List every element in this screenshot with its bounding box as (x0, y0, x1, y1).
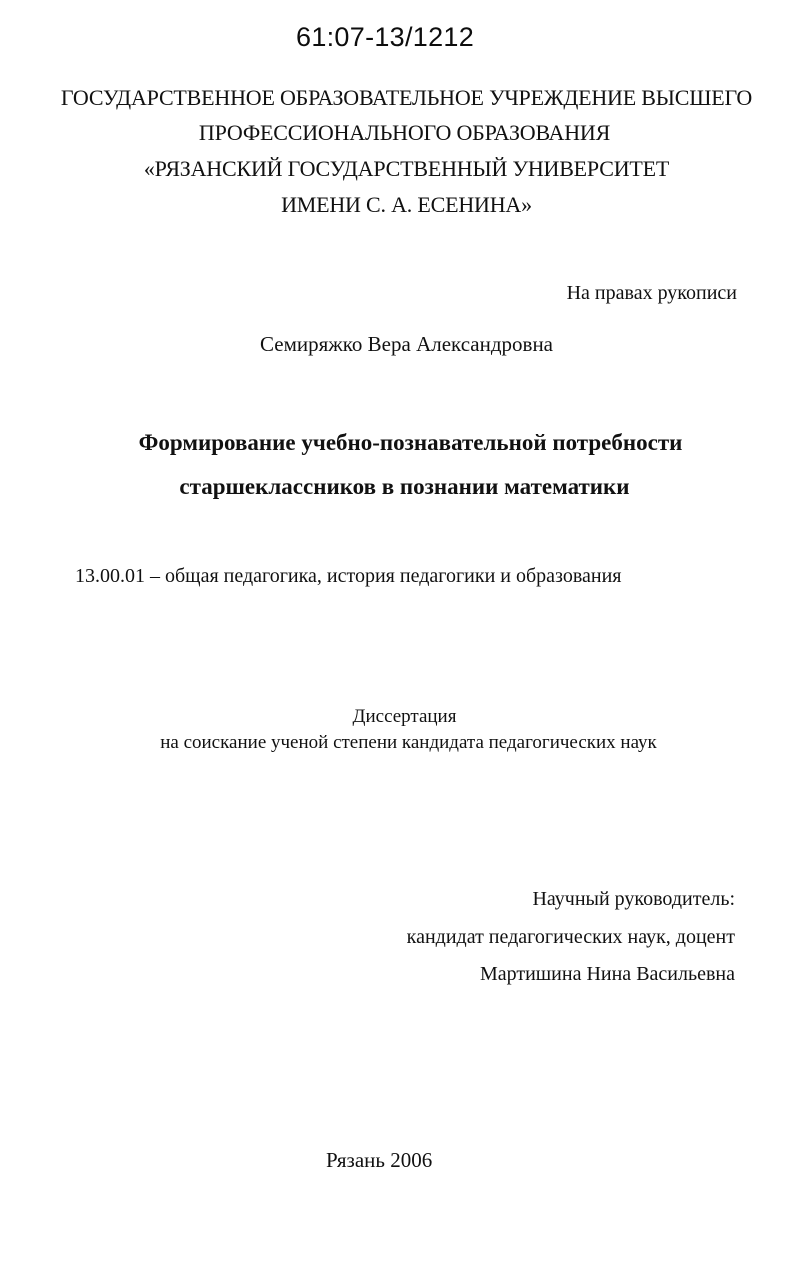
institution-line-2: ПРОФЕССИОНАЛЬНОГО ОБРАЗОВАНИЯ (198, 120, 611, 145)
institution-line-3: «РЯЗАНСКИЙ ГОСУДАРСТВЕННЫЙ УНИВЕРСИТЕТ (143, 156, 670, 181)
catalog-code: 61:07-13/1212 (296, 22, 475, 52)
dissertation-label: Диссертация (352, 706, 457, 727)
dissertation-title-line-2: старшеклассников в познании математики (179, 474, 630, 499)
author-name: Семиряжко Вера Александровна (260, 332, 554, 356)
supervisor-name: Мартишина Нина Васильевна (479, 963, 735, 985)
place-year: Рязань 2006 (326, 1148, 433, 1172)
institution-line-1: ГОСУДАРСТВЕННОЕ ОБРАЗОВАТЕЛЬНОЕ УЧРЕЖДЕНИЕ ВЫСШЕГО (60, 85, 753, 110)
supervisor-degree: кандидат педагогических наук, доцент (406, 926, 735, 948)
degree-purpose: на соискание ученой степени кандидата педагогических наук (160, 732, 657, 753)
supervisor-heading: Научный руководитель: (532, 888, 735, 910)
manuscript-note: На правах рукописи (566, 282, 737, 304)
institution-line-4: ИМЕНИ С. А. ЕСЕНИНА» (281, 192, 532, 217)
dissertation-title-line-1: Формирование учебно-познавательной потребности (138, 430, 683, 455)
specialty-code: 13.00.01 – общая педагогика, история педагогики и образования (75, 565, 622, 587)
